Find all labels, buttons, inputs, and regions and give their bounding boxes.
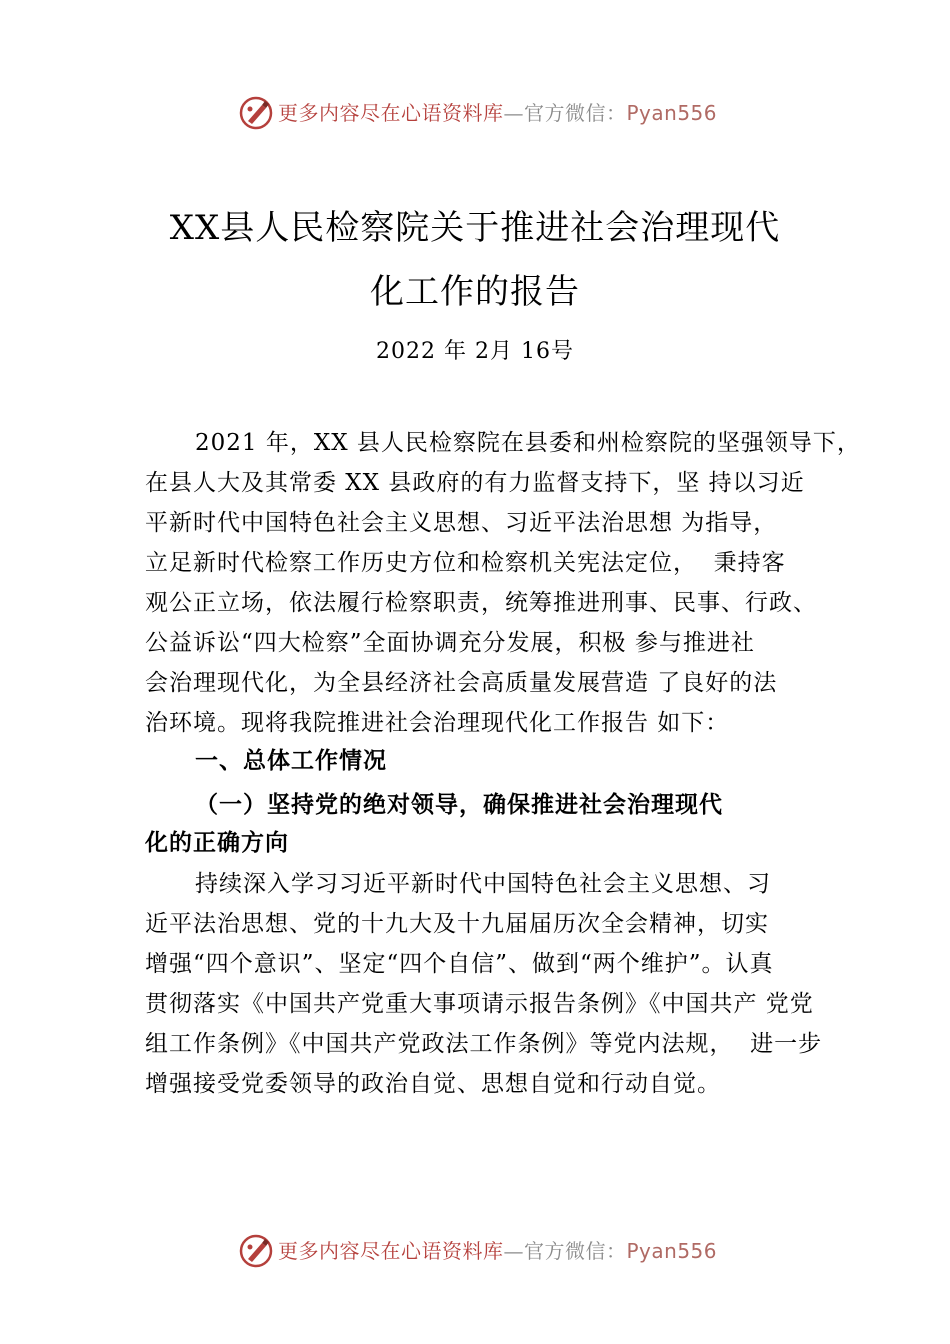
paragraph-line: 在县人大及其常委 XX 县政府的有力监督支持下，坚 持以习近 [145,470,805,496]
watermark-official-label: 官方微信： [524,1239,627,1263]
paragraph-line: 2021 年，XX 县人民检察院在县委和州检察院的坚强领导下， [195,430,861,456]
paragraph-line: 组工作条例》《中国共产党政法工作条例》等党内法规， 进一步 [145,1031,823,1057]
paragraph-line: 增强“四个意识”、坚定“四个自信”、做到“两个维护”。认真 [145,951,774,977]
watermark-separator: — [503,101,524,125]
paragraph-line: 贯彻落实《中国共产党重大事项请示报告条例》《中国共产 党党 [145,991,814,1017]
document-title-line-2: 化工作的报告 [370,272,580,312]
paragraph-line: 持续深入学习习近平新时代中国特色社会主义思想、习 [195,871,771,897]
watermark-wechat-id: Pyan556 [626,101,718,125]
paragraph-line: 治环境。现将我院推进社会治理现代化工作报告 如下： [145,710,730,736]
watermark-bottom [0,1233,950,1273]
subsection-heading-line-2: 化的正确方向 [145,829,289,856]
paragraph-line: 观公正立场，依法履行检察职责，统筹推进刑事、民事、行政、 [145,590,817,616]
document-date: 2022 年 2月 16号 [376,339,574,364]
subsection-heading-line-1: （一）坚持党的绝对领导，确保推进社会治理现代 [195,791,723,818]
watermark-brand: 更多内容尽在心语资料库 [278,1239,504,1263]
watermark-text [278,101,717,125]
section-heading: 一、总体工作情况 [195,748,387,774]
pen-seal-icon [238,1233,274,1269]
pen-seal-icon [238,95,274,131]
watermark-text [278,1239,717,1263]
watermark-wechat-id: Pyan556 [626,1239,718,1263]
paragraph-line: 立足新时代检察工作历史方位和检察机关宪法定位， 秉持客 [145,550,786,576]
paragraph-line: 会治理现代化，为全县经济社会高质量发展营造 了良好的法 [145,670,778,696]
paragraph-line: 平新时代中国特色社会主义思想、习近平法治思想 为指导， [145,510,778,536]
watermark-separator: — [503,1239,524,1263]
document-title-line-1: XX县人民检察院关于推进社会治理现代 [169,208,781,248]
watermark-brand: 更多内容尽在心语资料库 [278,101,504,125]
paragraph-line: 近平法治思想、党的十九大及十九届届历次全会精神，切实 [145,911,769,937]
paragraph-line: 公益诉讼“四大检察”全面协调充分发展，积极 参与推进社 [145,630,755,656]
watermark-official-label: 官方微信： [524,101,627,125]
paragraph-line: 增强接受党委领导的政治自觉、思想自觉和行动自觉。 [145,1071,721,1097]
watermark-top [0,95,950,135]
